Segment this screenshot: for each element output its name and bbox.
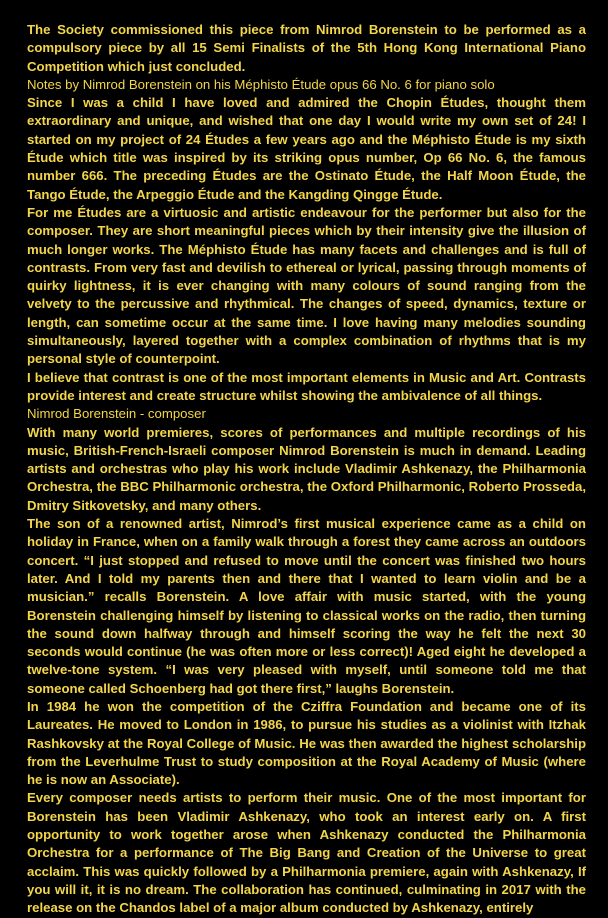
intro-paragraph: The Society commissioned this piece from Nimrod Borenstein to be performed as a compulsory piece by all 15 Semi Finalists of the 5th Hong Kong International Piano Competition which just concluded. [27,22,586,74]
notes-paragraph-3: I believe that contrast is one of the most important elements in Music and Art. Contrasts provide interest and create structure whilst showing the ambivalence of all things. [27,369,586,403]
bio-paragraph-2: The son of a renowned artist, Nimrod’s first musical experience came as a child on holiday in France, when on a family walk through a forest they came across an outdoors concert. “I just stopped and refused to move until the concert was finished two hours later. And I told my parents then and there that I wanted to learn violin and be a musician.” recalls Borenstein. A love affair with music started, with the young Borenstein challenging himself by listening to classical works on the radio, then turning the sound down halfway through and himself scoring the way he felt the next 30 seconds would continue (he was often more or less correct)! Aged eight he developed a twelve-tone system. “I was very pleased with myself, until someone told me that someone called Schoenberg had got there first,” laughs Borenstein. [27,516,586,696]
bio-paragraph-3: In 1984 he won the competition of the Cziffra Foundation and became one of its Laureates. He moved to London in 1986, to pursue his studies as a violinist with Itzhak Rashkovsky at the Royal College of Music. He was then awarded the highest scholarship from the Leverhulme Trust to study composition at the Royal Academy of Music (where he is now an Associate). [27,698,586,788]
composer-heading: Nimrod Borenstein - composer [27,406,206,422]
notes-heading: Notes by Nimrod Borenstein on his Méphisto Étude opus 66 No. 6 for piano solo [27,76,495,92]
bio-paragraph-1: With many world premieres, scores of performances and multiple recordings of his music, British-French-Israeli composer Nimrod Borenstein is much in demand. Leading artists and orchestras who play his work include Vladimir Ashkenazy, the Philharmonia Orchestra, the BBC Philharmonic orchestra, the Oxford Philharmonic, Roberto Prosseda, Dmitry Sitkovetsky, and many others. [27,424,586,513]
bio-paragraph-4: Every composer needs artists to perform their music. One of the most important for Borenstein has been Vladimir Ashkenazy, who took an interest early on. A first opportunity to work together arose when Ashkenazy conducted the Philharmonia Orchestra for a performance of The Big Bang and Creation of the Universe to great acclaim. This was quickly followed by a Philharmonia premiere, again with Ashkenazy, If you will it, it is no dream. The collaboration has continued, culminating in 2017 with the release on the Chandos label of a major album conducted by Ashkenazy, entirely [27,790,586,916]
article-body [27,21,586,918]
notes-paragraph-2: For me Études are a virtuosic and artistic endeavour for the performer but also for the composer. They are short meaningful pieces which by their intensity give the illusion of much longer works. The Méphisto Étude has many facets and challenges and is full of contrasts. From very fast and devilish to ethereal or lyrical, passing through moments of quirky lightness, it is ever changing with many colours of sound ranging from the velvety to the percussive and rhythmical. The changes of speed, dynamics, texture or length, can sometime occur at the same time. I love having many melodies sounding simultaneously, layered together with a complex combination of rhythms that is my personal style of counterpoint. [27,204,586,367]
notes-paragraph-1: Since I was a child I have loved and admired the Chopin Études, thought them extraordinary and unique, and wished that one day I would write my own set of 24! I started on my project of 24 Études a few years ago and the Méphisto Étude is my sixth Étude which title was inspired by its striking opus number, Op 66 No. 6, the famous number 666. The preceding Études are the Ostinato Étude, the Half Moon Étude, the Tango Étude, the Arpeggio Étude and the Kangding Qingge Étude. [27,95,586,202]
